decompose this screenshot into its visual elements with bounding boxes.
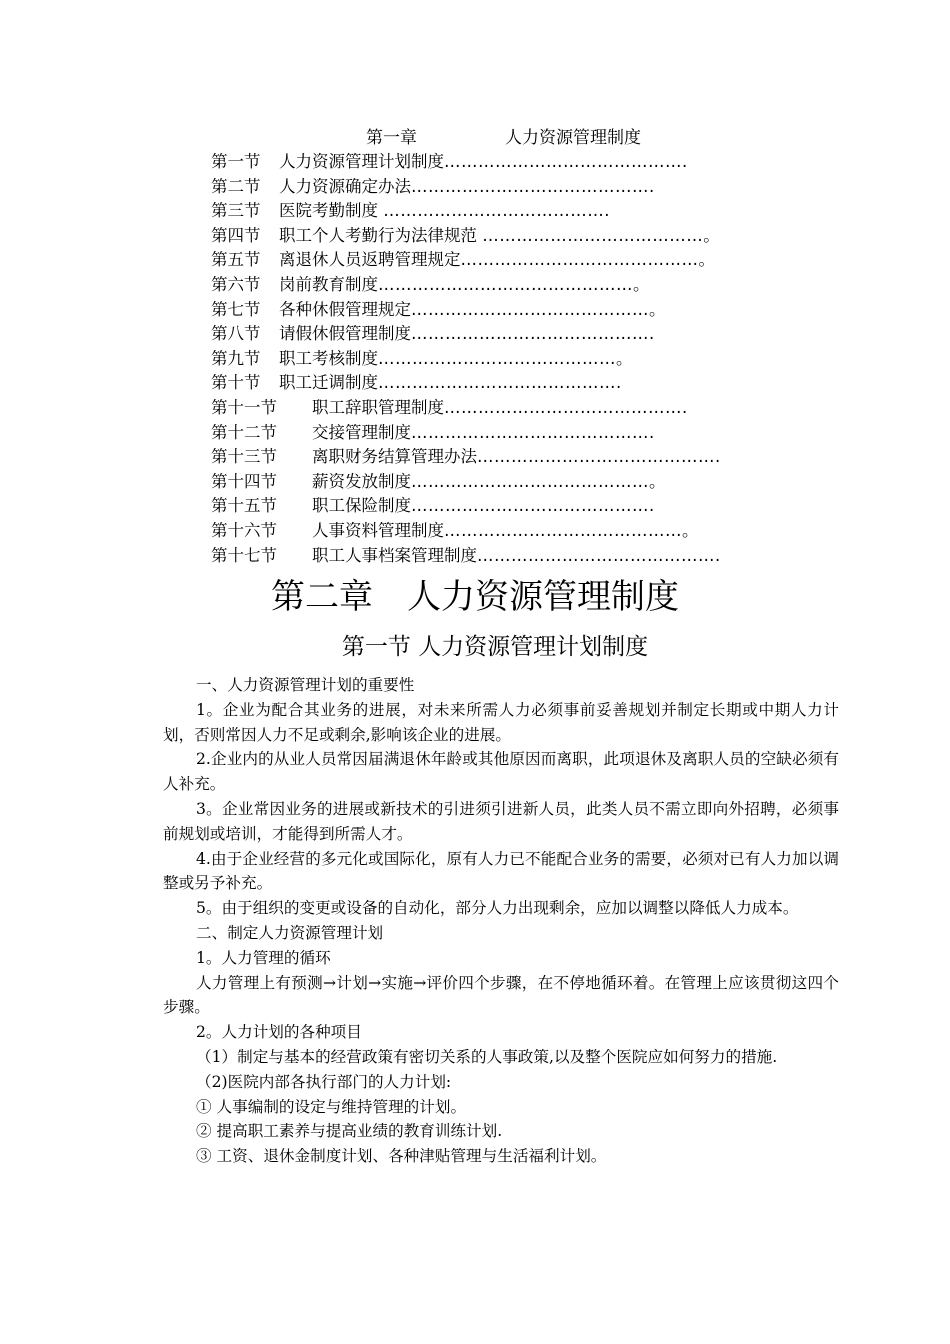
- toc-item-leader: …………………………………….: [444, 152, 688, 171]
- subheading: 1。人力管理的循环: [196, 948, 331, 967]
- toc-item-title: 职工保险制度: [312, 496, 411, 516]
- toc-item-title: 职工辞职管理制度: [312, 397, 444, 417]
- paragraph: （2)医院内部各执行部门的人力计划:: [196, 1072, 452, 1091]
- toc-item-leader: ……………………………………。: [460, 250, 716, 270]
- toc-item-number: 第十六节: [211, 520, 277, 540]
- toc-item-leader: ……………………………………。: [378, 348, 633, 368]
- toc-item-number: 第十节: [211, 373, 261, 393]
- paragraph: 3。企业常因业务的进展或新技术的引进须引进新人员，此类人员不需立即向外招聘，必须事前规划或培训，才能得到所需人才。: [163, 799, 839, 843]
- paragraph: （1）制定与基本的经营政策有密切关系的人事政策,以及整个医院应如何努力的措施.: [196, 1047, 778, 1066]
- toc-item[interactable]: [211, 248, 831, 273]
- toc-item-title: 人力资源确定办法: [279, 176, 411, 196]
- toc-item-title: 离退休人员返聘管理规定: [279, 250, 461, 270]
- list-item: ③ 工资、退休金制度计划、各种津贴管理与生活福利计划。: [196, 1147, 607, 1166]
- toc-item[interactable]: [211, 494, 831, 519]
- toc-item-title: 职工人事档案管理制度: [312, 545, 477, 565]
- toc-item-title: 职工考核制度: [279, 348, 378, 368]
- toc-item[interactable]: [211, 396, 831, 421]
- toc-item-leader: …………………………………….: [378, 373, 622, 393]
- heading-importance: 一、人力资源管理计划的重要性: [196, 676, 415, 694]
- toc-item-leader: …………………………………….: [411, 496, 655, 516]
- paragraph: 4.由于企业经营的多元化或国际化，原有人力已不能配合业务的需要，必须对已有人力加以调整或另予补充。: [163, 849, 839, 893]
- section-heading: [0, 630, 950, 664]
- toc-item-number: 第二节: [211, 176, 261, 196]
- paragraph: 1。企业为配合其业务的进展，对未来所需人力必须事前妥善规划并制定长期或中期人力计划，否则常因人力不足或剩余,影响该企业的进展。: [163, 700, 839, 744]
- toc-item-leader: ……………………………………。: [444, 520, 699, 540]
- toc-item-title: 人事资料管理制度: [312, 520, 444, 540]
- toc-item-title: 各种休假管理规定: [279, 299, 411, 319]
- toc-item-number: 第十七节: [211, 545, 277, 565]
- toc-item-number: 第三节: [211, 201, 261, 221]
- toc-chapter-title: 人力资源管理制度: [505, 128, 641, 148]
- toc-item[interactable]: [211, 322, 831, 347]
- toc-item[interactable]: [211, 421, 831, 446]
- toc-item-title: 医院考勤制度: [279, 201, 384, 221]
- heading-formulate-plan: 二、制定人力资源管理计划: [196, 923, 384, 942]
- paragraph: 2.企业内的从业人员常因届满退休年龄或其他原因而离职，此项退休及离职人员的空缺必须有人补充。: [163, 750, 839, 794]
- toc-item-title: 交接管理制度: [312, 422, 411, 442]
- toc-item-title: 离职财务结算管理办法: [312, 447, 477, 467]
- toc-item[interactable]: [211, 445, 831, 470]
- list-item: ② 提高职工素养与提高业绩的教育训练计划.: [196, 1122, 503, 1141]
- toc-item[interactable]: [211, 175, 831, 200]
- toc-item-leader: …………………………………….: [411, 176, 655, 196]
- toc-item-number: 第十一节: [211, 397, 277, 417]
- toc-item-number: 第十二节: [211, 422, 277, 442]
- toc-item-leader: ……………………………………。: [411, 299, 666, 319]
- toc-item-leader: …………………………………。: [482, 225, 721, 245]
- toc-item-title: 职工个人考勤行为法律规范: [279, 225, 483, 245]
- toc-item[interactable]: [211, 224, 831, 249]
- toc-item-number: 第五节: [211, 250, 261, 270]
- toc-item-leader: ………………………………………。: [378, 274, 650, 294]
- toc-item-title: 请假休假管理制度: [279, 324, 411, 344]
- toc-item-leader: ……………………………………。: [411, 471, 666, 491]
- toc-item-number: 第一节: [211, 152, 261, 171]
- toc-item[interactable]: [211, 347, 831, 372]
- list-item: ① 人事编制的设定与维持管理的计划。: [196, 1097, 467, 1116]
- toc-heading: [0, 126, 950, 150]
- toc-item-title: 人力资源管理计划制度: [279, 152, 444, 171]
- toc-item[interactable]: [211, 470, 831, 495]
- section-title: 人力资源管理计划制度: [418, 634, 649, 660]
- toc-item[interactable]: [211, 371, 831, 396]
- subheading: 2。人力计划的各种项目: [196, 1023, 362, 1042]
- chapter-heading: [0, 575, 950, 619]
- table-of-contents: [211, 150, 831, 568]
- toc-item-leader: ………………………………….: [383, 201, 610, 221]
- chapter-title: 人力资源管理制度: [407, 577, 679, 617]
- section-label: 第一节: [341, 634, 411, 660]
- toc-item-number: 第七节: [211, 299, 261, 319]
- toc-item-leader: …………………………………….: [444, 397, 688, 417]
- toc-item-number: 第九节: [211, 348, 261, 368]
- paragraph: 人力管理上有预测→计划→实施→评价四个步骤，在不停地循环着。在管理上应该贯彻这四个步骤。: [163, 973, 839, 1017]
- toc-item-number: 第六节: [211, 274, 261, 294]
- toc-item-number: 第四节: [211, 225, 261, 245]
- toc-item-title: 薪资发放制度: [312, 471, 411, 491]
- toc-item[interactable]: [211, 519, 831, 544]
- toc-item-number: 第八节: [211, 324, 261, 344]
- toc-item-number: 第十五节: [211, 496, 277, 516]
- toc-item-leader: …………………………………….: [411, 422, 655, 442]
- toc-item-leader: …………………………………….: [477, 545, 721, 565]
- toc-item-leader: …………………………………….: [411, 324, 655, 344]
- toc-item[interactable]: [211, 199, 831, 224]
- toc-chapter-label: 第一章: [366, 128, 417, 148]
- toc-item[interactable]: [211, 150, 831, 175]
- toc-item-number: 第十三节: [211, 447, 277, 467]
- chapter-label: 第二章: [271, 577, 373, 617]
- paragraph: 5。由于组织的变更或设备的自动化，部分人力出现剩余，应加以调整以降低人力成本。: [196, 899, 799, 918]
- toc-item[interactable]: [211, 544, 831, 569]
- toc-item-leader: …………………………………….: [477, 447, 721, 467]
- toc-item-title: 岗前教育制度: [279, 274, 378, 294]
- body-text: [163, 673, 839, 1169]
- toc-item[interactable]: [211, 298, 831, 323]
- toc-item-title: 职工迁调制度: [279, 373, 378, 393]
- toc-item[interactable]: [211, 273, 831, 298]
- toc-item-number: 第十四节: [211, 471, 277, 491]
